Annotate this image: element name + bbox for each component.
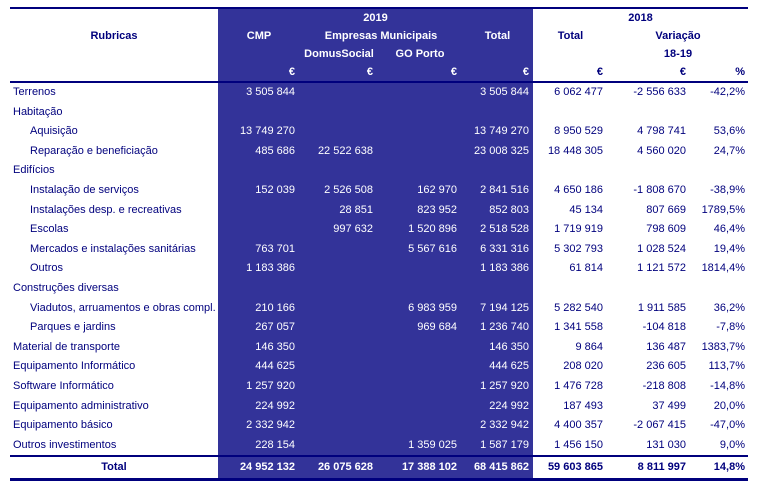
cell-var_eur: 4 560 020 [637,144,686,157]
row-label: Terrenos [13,86,56,98]
unit-eur-variacao: € [679,66,686,78]
cell-domus [300,161,378,181]
table-total-row [10,455,748,481]
cell-total_2018: 1 341 558 [554,321,603,334]
total-cell-cmp: 24 952 132 [239,461,295,474]
row-label: Parques e jardins [30,321,116,334]
cell-cmp: 210 166 [255,301,295,314]
cell-go [378,103,462,123]
cell-var_pct: 113,7% [708,360,745,373]
cell-total_2018: 8 950 529 [554,125,603,138]
unit-eur-go-porto: € [450,66,457,78]
cell-total_2019: 224 992 [489,399,529,412]
row-label: Outros investimentos [13,438,117,451]
cell-total_2019: 2 518 528 [480,223,529,236]
table-row [10,357,748,377]
table-row [10,161,748,181]
cell-var_pct: -38,9% [710,183,745,196]
header-empresas-municipais: Empresas Municipais [324,30,438,42]
cell-domus: 997 632 [333,223,373,236]
total-row-label: Total [101,461,127,474]
cell-domus [300,122,378,142]
cell-domus [300,103,378,123]
cell-var_eur: 131 030 [646,438,686,451]
cell-var_eur: 1 028 524 [637,242,686,255]
cell-go: 162 970 [417,183,457,196]
row-label: Outros [30,262,64,275]
header-total-2019: Total [484,30,511,42]
cell-total_2018: 5 282 540 [554,301,603,314]
cell-var_pct: 19,4% [713,242,745,255]
row-label: Viadutos, arruamentos e obras compl. [30,301,216,314]
cell-total_2019: 1 257 920 [480,379,529,392]
cell-var_pct: 53,6% [713,125,745,138]
cell-total_2019: 7 194 125 [480,301,529,314]
cell-go [378,142,462,162]
cell-var_pct: -7,8% [716,321,745,334]
cell-cmp [218,279,300,299]
cell-go: 1 359 025 [408,438,457,451]
cell-total_2019: 1 587 179 [480,438,529,451]
cell-domus [300,416,378,436]
cell-total_2019: 13 749 270 [473,125,529,138]
cell-var_pct [690,161,748,181]
cell-go [378,83,462,103]
cell-var_pct: 36,2% [713,301,745,314]
cell-total_2019: 444 625 [489,360,529,373]
cell-cmp: 1 257 920 [246,379,295,392]
table-body [10,83,748,455]
cell-cmp: 13 749 270 [239,125,295,138]
row-label: Instalação de serviços [30,183,139,196]
total-cell-go-porto: 17 388 102 [401,461,457,474]
cell-total_2019: 3 505 844 [480,86,529,98]
cell-go [378,279,462,299]
cell-cmp: 228 154 [255,438,295,451]
total-cell-var-pct: 14,8% [713,461,745,474]
row-label: Aquisição [30,125,78,138]
header-go-porto: GO Porto [395,48,445,60]
cell-domus [300,357,378,377]
cell-total_2019: 23 008 325 [473,144,529,157]
cell-cmp: 444 625 [255,360,295,373]
header-cmp: CMP [246,30,272,42]
header-rubricas: Rubricas [90,30,138,42]
cell-total_2018 [533,161,608,181]
cell-var_pct [690,279,748,299]
total-cell-var-eur: 8 811 997 [637,461,686,474]
cell-go [378,338,462,358]
cell-go [378,161,462,181]
cell-go [378,397,462,417]
cell-var_eur: -104 818 [642,321,686,334]
cell-go: 969 684 [417,321,457,334]
cell-go [378,259,462,279]
unit-eur-cmp: € [288,66,295,78]
cell-domus [300,436,378,456]
cell-cmp: 1 183 386 [246,262,295,275]
table-row [10,220,748,240]
cell-var_pct: -47,0% [710,419,745,432]
cell-total_2019: 1 236 740 [480,321,529,334]
cell-var_eur [608,161,690,181]
table-row [10,201,748,221]
cell-cmp: 485 686 [255,144,295,157]
row-label: Reparação e beneficiação [30,144,158,157]
cell-cmp [218,103,300,123]
row-label: Escolas [30,223,69,236]
cell-domus: 22 522 638 [317,144,373,157]
unit-eur-domussocial: € [366,66,373,78]
cell-var_pct: -42,2% [710,86,745,98]
cell-var_eur: 1 911 585 [637,301,686,314]
cell-total_2018: 1 456 150 [554,438,603,451]
table-row [10,103,748,123]
table-row [10,279,748,299]
cell-total_2018: 1 476 728 [554,379,603,392]
row-label: Material de transporte [13,340,120,353]
header-total-2018: Total [557,30,584,42]
cell-cmp [218,220,300,240]
cell-total_2018: 5 302 793 [554,242,603,255]
cell-domus [300,318,378,338]
row-label: Edifícios [13,164,55,177]
cell-total_2018: 1 719 919 [554,223,603,236]
cell-go [378,357,462,377]
header-domussocial: DomusSocial [304,48,374,60]
cell-cmp: 763 701 [255,242,295,255]
cell-var_pct: -14,8% [710,379,745,392]
cell-total_2018 [533,103,608,123]
unit-eur-total-2019: € [522,66,529,78]
cell-cmp: 267 057 [255,321,295,334]
row-label: Construções diversas [13,281,119,294]
table-row [10,122,748,142]
table-row [10,240,748,260]
table-row [10,299,748,319]
unit-pct-variacao: % [735,66,745,78]
row-label: Mercados e instalações sanitárias [30,242,196,255]
cell-cmp: 3 505 844 [246,86,295,98]
cell-go [378,416,462,436]
cell-var_pct [690,103,748,123]
row-label: Software Informático [13,379,114,392]
cell-total_2019 [462,103,533,123]
header-variacao: Variação [655,30,701,42]
cell-total_2018: 61 814 [569,262,603,275]
row-label: Instalações desp. e recreativas [30,203,182,216]
cell-cmp [218,201,300,221]
table-row [10,318,748,338]
cell-total_2019 [462,161,533,181]
cell-domus [300,83,378,103]
cell-var_pct: 20,0% [713,399,745,412]
cell-domus [300,240,378,260]
cell-domus [300,397,378,417]
cell-go: 5 567 616 [408,242,457,255]
table-row [10,436,748,456]
cell-total_2018 [533,279,608,299]
cell-go [378,122,462,142]
row-label: Equipamento administrativo [13,399,149,412]
table-row [10,259,748,279]
cell-var_eur: 236 605 [646,360,686,373]
header-periodo-18-19: 18-19 [663,48,693,60]
cell-domus [300,377,378,397]
cell-var_eur: 798 609 [646,223,686,236]
cell-var_eur: 807 669 [646,203,686,216]
cell-domus [300,279,378,299]
cell-total_2018: 18 448 305 [547,144,603,157]
investment-table [10,7,748,481]
header-year-2019: 2019 [363,12,388,24]
row-label: Equipamento Informático [13,360,136,373]
cell-domus: 28 851 [339,203,373,216]
cell-cmp: 224 992 [255,399,295,412]
cell-total_2019: 2 841 516 [480,183,529,196]
cell-var_eur: -1 808 670 [633,183,686,196]
table-row [10,181,748,201]
table-row [10,416,748,436]
cell-go: 1 520 896 [408,223,457,236]
cell-var_eur: 4 798 741 [637,125,686,138]
cell-cmp: 2 332 942 [246,419,295,432]
cell-total_2018: 9 864 [575,340,603,353]
cell-total_2018: 45 134 [569,203,603,216]
cell-var_eur: -2 067 415 [633,419,686,432]
cell-var_eur: 136 487 [646,340,686,353]
cell-go [378,377,462,397]
cell-total_2019: 2 332 942 [480,419,529,432]
cell-domus [300,299,378,319]
cell-var_pct: 1814,4% [701,262,745,275]
cell-cmp: 152 039 [255,183,295,196]
cell-total_2018: 6 062 477 [554,86,603,98]
cell-total_2019: 6 331 316 [480,242,529,255]
cell-var_eur: 1 121 572 [637,262,686,275]
row-label: Habitação [13,105,63,118]
cell-total_2018: 4 650 186 [554,183,603,196]
unit-eur-total-2018: € [596,66,603,78]
total-cell-domussocial: 26 075 628 [317,461,373,474]
cell-total_2019: 1 183 386 [480,262,529,275]
cell-domus [300,259,378,279]
table-row [10,83,748,103]
total-cell-total-2018: 59 603 865 [547,461,603,474]
cell-var_pct: 1383,7% [701,340,745,353]
cell-cmp [218,161,300,181]
cell-total_2019: 852 803 [489,203,529,216]
cell-cmp: 146 350 [255,340,295,353]
cell-total_2018: 4 400 357 [554,419,603,432]
cell-domus [300,338,378,358]
cell-total_2019 [462,279,533,299]
cell-var_eur: -2 556 633 [633,86,686,98]
cell-total_2019: 146 350 [489,340,529,353]
cell-var_eur: -218 808 [642,379,686,392]
cell-var_pct: 9,0% [719,438,745,451]
header-year-2018: 2018 [628,12,653,24]
row-label: Equipamento básico [13,419,113,432]
total-cell-total-2019: 68 415 862 [473,461,529,474]
cell-total_2018: 187 493 [563,399,603,412]
cell-var_eur: 37 499 [652,399,686,412]
cell-var_pct: 1789,5% [701,203,745,216]
cell-total_2018: 208 020 [563,360,603,373]
cell-var_eur [608,279,690,299]
cell-var_pct: 24,7% [713,144,745,157]
cell-domus: 2 526 508 [324,183,373,196]
cell-var_pct: 46,4% [713,223,745,236]
cell-go: 823 952 [417,203,457,216]
table-row [10,338,748,358]
cell-var_eur [608,103,690,123]
table-row [10,377,748,397]
table-row [10,397,748,417]
table-row [10,142,748,162]
table-header [10,9,748,83]
cell-go: 6 983 959 [408,301,457,314]
